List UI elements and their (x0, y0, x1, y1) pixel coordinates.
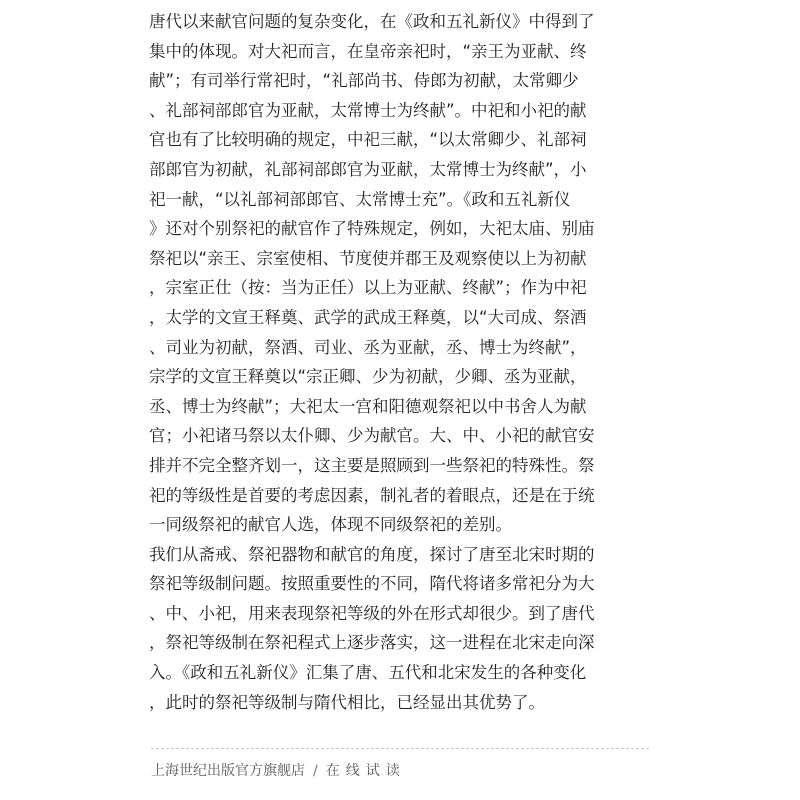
text-line: 入。《政和五礼新仪》汇集了唐、五代和北宋发生的各种变化 (149, 663, 587, 683)
text-line: ，此时的祭祀等级制与隋代相比，已经显出其优势了。 (149, 692, 545, 712)
read-online-label: 在线试读 (325, 763, 406, 779)
footer (151, 760, 406, 780)
text-line: ，太学的文宣王释奠、武学的武成王释奠，以“大司成、祭酒 (149, 307, 587, 327)
text-line: 官也有了比较明确的规定，中祀三献，“以太常卿少、礼部祠 (149, 130, 587, 150)
text-line: 部郎官为初献，礼部祠部郎官为亚献，太常博士为终献”，小 (149, 159, 587, 179)
article-body (149, 7, 654, 717)
text-line: 唐代以来献官问题的复杂变化，在《政和五礼新仪》中得到了 (149, 12, 595, 31)
store-name: 上海世纪出版官方旗舰店 (151, 763, 305, 779)
text-line: 丞、博士为终献”；大祀太一宫和阳德观祭祀以中书舍人为献 (149, 396, 587, 416)
text-line: 祀的等级性是首要的考虑因素，制礼者的着眼点，还是在于统 (149, 485, 595, 505)
text-line: 、中、小祀，用来表现祭祀等级的外在形式却很少。到了唐代 (149, 603, 595, 623)
text-line: 一同级祭祀的献官人选，体现不同级祭祀的差别。 (149, 515, 512, 535)
text-line: ，宗室正仕（按：当为正任）以上为亚献、终献”；作为中祀 (149, 278, 587, 298)
text-line: 宗学的文宣王释奠以“宗正卿、少为初献，少卿、丞为亚献， (149, 367, 587, 387)
text-line: 官；小祀诸马祭以太仆卿、少为献官。大、中、小祀的献官安 (149, 426, 595, 446)
footer-separator: / (313, 763, 318, 779)
text-line: 、礼部祠部郎官为亚献，太常博士为终献”。中祀和小祀的献 (149, 100, 587, 120)
text-line: 祀一献，“以礼部祠部郎官、太常博士充”。《政和五礼新仪 (149, 189, 571, 209)
footer-divider (151, 748, 649, 749)
text-line: 》还对个别祭祀的献官作了特殊规定，例如，大祀太庙、别庙 (149, 219, 595, 239)
text-line: 祭祀以“亲王、宗室使相、节度使并郡王及观察使以上为初献 (149, 248, 587, 268)
text-line: 集中的体现。对大祀而言，在皇帝亲祀时，“亲王为亚献、终 (149, 41, 587, 61)
text-line: 献”；有司举行常祀时，“礼部尚书、侍郎为初献，太常卿少 (149, 71, 579, 91)
text-line: ，祭祀等级制在祭祀程式上逐步落实，这一进程在北宋走向深 (149, 633, 595, 653)
text-line: 我们从斋戒、祭祀器物和献官的角度，探讨了唐至北宋时期的 (149, 544, 595, 564)
text-line: 排并不完全整齐划一，这主要是照顾到一些祭祀的特殊性。祭 (149, 455, 595, 475)
text-line: 、司业为初献，祭酒、司业、丞为亚献，丞、博士为终献”， (149, 337, 587, 357)
text-line: 祭祀等级制问题。按照重要性的不同，隋代将诸多常祀分为大 (149, 574, 595, 594)
